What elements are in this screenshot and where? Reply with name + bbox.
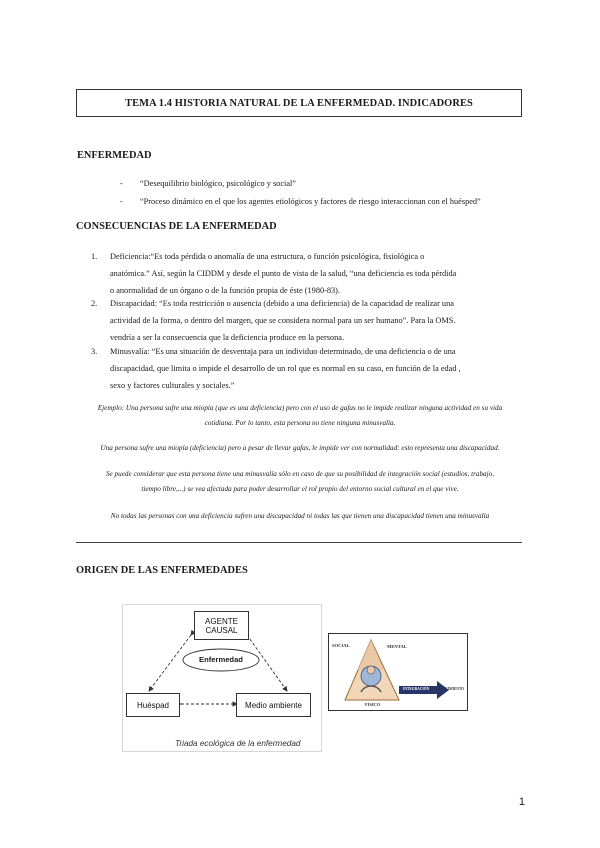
enfermedad-bullet: “Proceso dinámico en el que los agentes etiológicos y factores de riesgo interaccionan con el huésped” (140, 197, 481, 206)
example-paragraph (40, 441, 560, 456)
list-item-line: actividad de la forma, o dentro del margen, que se considera normal para un ser humano”. Para la OMS. (110, 316, 456, 325)
example-line: Ejemplo: Una persona sufre una miopía (que es una deficiencia) pero con el uso de gafas no le impide realizar ninguna actividad en su vida (97, 404, 503, 412)
enfermedad-heading: ENFERMEDAD (77, 150, 152, 161)
biopsicosocial-figure (328, 633, 468, 711)
integracion-label: INTEGRACIÓN (403, 687, 430, 691)
divider (76, 542, 522, 543)
mental-label: MENTAL (387, 644, 407, 649)
huesped-box: Huéspad (126, 693, 180, 717)
agente-causal-box: AGENTE CAUSAL (194, 611, 249, 640)
page-title: TEMA 1.4 HISTORIA NATURAL DE LA ENFERMEDAD. INDICADORES (125, 97, 473, 109)
title-box (76, 89, 522, 117)
list-item (110, 343, 530, 394)
origen-heading: ORIGEN DE LAS ENFERMEDADES (76, 565, 248, 576)
example-line: cotidiana. Por lo tanto, esta persona no tiene ninguna minusvalía. (204, 418, 396, 427)
list-item-line: Minusvalía: “Es una situación de desventaja para un individuo determinado, de una deficiencia o de una (110, 347, 456, 356)
list-number: 1. (91, 252, 98, 261)
list-item-line: vendría a ser la consecuencia que la deficiencia produce en la persona. (110, 333, 345, 342)
list-item-line: discapacidad, que limita o impide el desarrollo de un rol que es normal en su caso, en función de la edad , (110, 364, 461, 373)
example-paragraph (40, 467, 560, 496)
consecuencias-heading: CONSECUENCIAS DE LA ENFERMEDAD (76, 221, 277, 232)
list-item-line: Discapacidad: “Es toda restricción o ausencia (debido a una deficiencia) de la capacidad de realizar una (110, 299, 454, 308)
example-line: Se puede considerar que esta persona tiene una minusvalía sólo en caso de que su posibilidad de integración social (estudios, trabajo, (105, 470, 495, 478)
example-line: No todas las personas con una deficiencia sufren una discapacidad ni todas las que tienen una discapacidad tienen una minusvalía (110, 512, 490, 520)
social-label: SOCIAL (332, 643, 350, 648)
list-item-line: Deficiencia:“Es toda pérdida o anomalía de una estructura, o función psicológica, fisiológica o (110, 252, 425, 261)
list-item (110, 295, 530, 346)
enfermedad-bullet: “Desequilibrio biológico, psicológico y social” (140, 179, 296, 188)
triada-figure (122, 604, 322, 752)
list-item-line: sexo y factores culturales y sociales.” (110, 381, 235, 390)
medio-ambiente-box: Medio ambiente (236, 693, 311, 717)
example-paragraph (40, 509, 560, 524)
example-paragraph (40, 401, 560, 430)
dash-bullet: - (120, 197, 123, 206)
list-item (110, 248, 530, 299)
list-number: 3. (91, 347, 98, 356)
list-item-line: anatómica.” Así, según la CIDDM y desde el punto de vista de la salud, “una deficiencia es toda pérdida (110, 269, 457, 278)
fisico-label: FISICO (365, 702, 381, 707)
example-line: tiempo libre,...) se vea afectada para poder desarrollar el rol propio del entorno social cultural en el que vive. (141, 484, 459, 493)
triada-caption: Triada ecológica de la enfermedad (175, 739, 301, 748)
list-item-line: o anormalidad de un órgano o de la función propia de éste (1980-83). (110, 286, 341, 295)
example-line: Una persona sufre una miopía (deficiencia) pero a pesar de llevar gafas, le impide ver con normalidad: esto representa una discapacidad. (100, 444, 500, 452)
page-number: 1 (518, 796, 525, 808)
enfermedad-label: Enfermedad (199, 655, 243, 664)
dash-bullet: - (120, 179, 123, 188)
envejecimiento-label: ENVEJECIMIENTO (431, 687, 465, 691)
list-number: 2. (91, 299, 98, 308)
